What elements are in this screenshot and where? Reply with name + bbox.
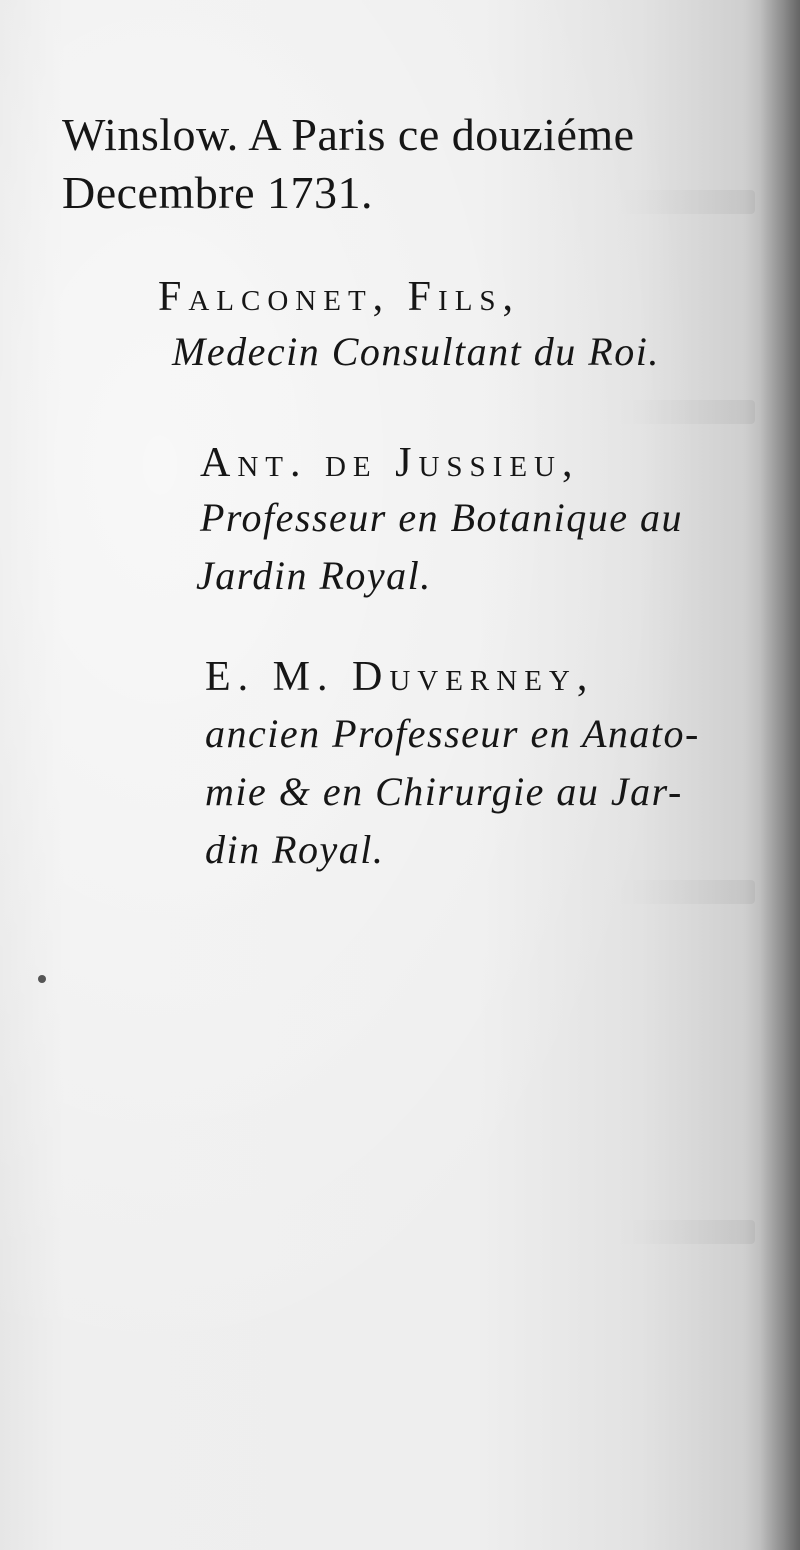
signatory-name-jussieu: Ant. de Jussieu, [200,440,580,486]
gutter-shadow [760,0,800,1550]
bleed-through-mark [615,400,755,424]
closing-line-1: Winslow. A Paris ce douziéme [62,109,635,160]
signatory-title-falconet: Medecin Consultant du Roi. [172,329,660,374]
signatory-name-duverney: E. M. Duverney, [205,654,595,700]
signatory-title-duverney-line-1: ancien Professeur en Anato- [205,711,700,756]
signatory-title-duverney-line-2: mie & en Chirurgie au Jar- [205,769,683,814]
closing-line-2: Decembre 1731. [62,167,373,218]
signatory-title-jussieu-line-1: Professeur en Botanique au [200,495,684,540]
signatory-name-falconet: Falconet, Fils, [158,274,521,320]
bleed-through-mark [615,190,755,214]
signatory-title-jussieu-line-2: Jardin Royal. [196,553,432,598]
bleed-through-mark [615,1220,755,1244]
ink-speck [38,975,46,983]
signatory-title-duverney-line-3: din Royal. [205,827,385,872]
bleed-through-mark [615,880,755,904]
